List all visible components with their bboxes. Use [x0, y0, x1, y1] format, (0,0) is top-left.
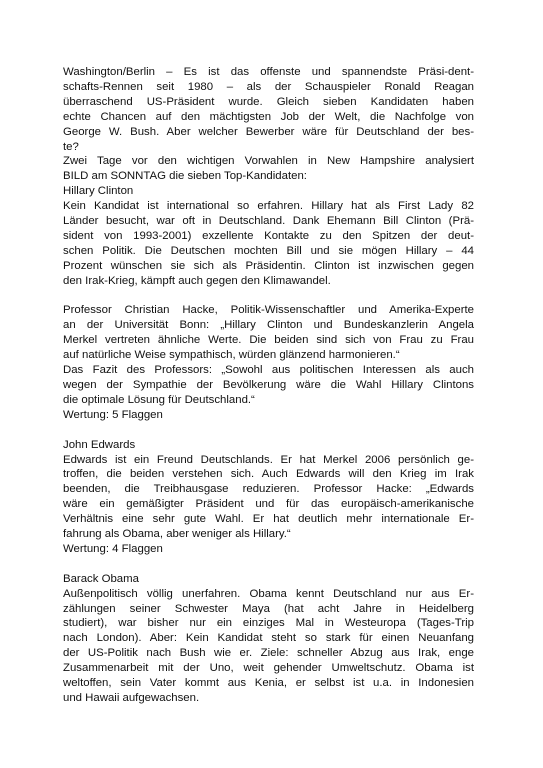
text-line: Merkel vertreten ähnliche Werte. Die beiden sind sich von Frau zu Frau [63, 334, 474, 347]
text-line: Außenpolitisch völlig unerfahren. Obama kennt Deutschland nur aus Er- [63, 587, 474, 600]
text-line: Prozent wünschen sie sich als Präsidentin. Clinton ist inzwischen gegen [63, 259, 474, 272]
text-line: weltoffen, sein Vater kommt aus Kenia, er selbst ist u.a. in Indonesien [63, 677, 474, 690]
text-line: nach London). Aber: Kein Kandidat steht so stark für einen Neuanfang [63, 632, 474, 645]
document-page [63, 65, 474, 706]
text-line: troffen, die beiden verstehen sich. Auch Edwards will den Krieg im Irak [63, 468, 474, 481]
text-line: Edwards ist ein Freund Deutschlands. Er hat Merkel 2006 persönlich ge- [63, 453, 474, 466]
text-line: Verhältnis eine sehr gute Wahl. Er hat deutlich mehr internationale Er- [63, 513, 474, 526]
clinton-paragraph [63, 199, 474, 288]
text-line: te? [63, 140, 79, 153]
paragraph-spacer [63, 557, 474, 572]
text-line: Wertung: 4 Flaggen [63, 542, 163, 555]
candidate-heading-edwards [63, 438, 474, 453]
text-line: Wertung: 5 Flaggen [63, 408, 163, 421]
text-line: den Irak-Krieg, kämpft auch gegen den Klimawandel. [63, 274, 331, 287]
candidate-heading-obama [63, 572, 474, 587]
text-line: Kein Kandidat ist international so erfahren. Hillary hat als First Lady 82 [63, 200, 474, 213]
text-line: Zusammenarbeit mit der Uno, weit gehender Umweltschutz. Obama ist [63, 662, 474, 675]
text-line: und Hawaii aufgewachsen. [63, 692, 200, 705]
text-line: beenden, die Treibhausgase reduzieren. Professor Hacke: „Edwards [63, 483, 474, 496]
text-line: auf natürliche Weise sympathisch, würden glänzend harmonieren.“ [63, 349, 400, 362]
text-line: an der Universität Bonn: „Hillary Clinton und Bundeskanzlerin Angela [63, 319, 474, 332]
text-line: Das Fazit des Professors: „Sowohl aus politischen Interessen als auch [63, 364, 474, 377]
text-line: zählungen seiner Schwester Maya (hat acht Jahre in Heidelberg [63, 602, 474, 615]
paragraph-spacer [63, 423, 474, 438]
text-line: Zwei Tage vor den wichtigen Vorwahlen in New Hampshire analysiert [63, 155, 474, 168]
text-line: schafts-Rennen seit 1980 – als der Schauspieler Ronald Reagan [63, 80, 474, 93]
text-line: wegen der Sympathie der Bevölkerung wäre die Wahl Hillary Clintons [63, 379, 474, 392]
text-line: schen Politik. Die Deutschen mochten Bill und sie mögen Hillary – 44 [63, 244, 474, 257]
text-line: George W. Bush. Aber welcher Bewerber wäre für Deutschland der bes- [63, 125, 474, 138]
text-line: Barack Obama [63, 572, 139, 585]
text-line: wäre ein gemäßigter Präsident und für das europäisch-amerikanische [63, 498, 474, 511]
text-line: der US-Politik nach Bush wie er. Ziele: schneller Abzug aus Irak, enge [63, 647, 474, 660]
text-line: echte Chancen auf den mächtigsten Job der Welt, die Nachfolge von [63, 110, 474, 123]
text-line: Professor Christian Hacke, Politik-Wissenschaftler und Amerika-Experte [63, 304, 474, 317]
text-line: Länder besucht, war oft in Deutschland. Dank Ehemann Bill Clinton (Prä- [63, 215, 474, 228]
text-line: BILD am SONNTAG die sieben Top-Kandidaten: [63, 170, 307, 183]
text-line: Washington/Berlin – Es ist das offenste und spannendste Präsi-dent- [63, 66, 474, 78]
text-line: John Edwards [63, 438, 136, 451]
text-line: überraschend US-Präsident wurde. Gleich sieben Kandidaten haben [63, 95, 474, 108]
professor-conclusion-paragraph [63, 363, 474, 408]
edwards-rating [63, 542, 474, 557]
text-line: die optimale Lösung für Deutschland.“ [63, 393, 255, 406]
candidate-heading-clinton [63, 184, 474, 199]
preview-paragraph [63, 154, 474, 184]
clinton-rating [63, 408, 474, 423]
paragraph-spacer [63, 289, 474, 304]
text-line: Hillary Clinton [63, 185, 134, 198]
edwards-paragraph [63, 453, 474, 542]
obama-paragraph [63, 587, 474, 706]
text-line: studiert), war bisher nur ein einziges Mal in Westeuropa (Tages-Trip [63, 617, 474, 630]
intro-paragraph [63, 65, 474, 154]
text-line: fahrung als Obama, aber weniger als Hillary.“ [63, 528, 291, 541]
text-line: sident von 1993-2001) exzellente Kontakte zu den Spitzen der deut- [63, 229, 474, 242]
hacke-quote-paragraph [63, 303, 474, 363]
